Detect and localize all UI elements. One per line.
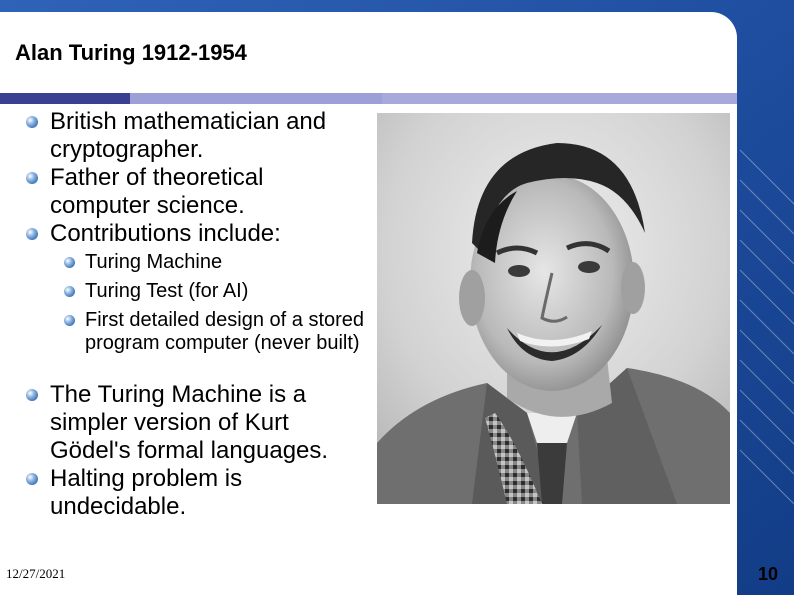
- bullet-item: Father of theoretical computer science.: [50, 164, 264, 219]
- bullet-dot-icon: [26, 473, 38, 485]
- bullet-item: The Turing Machine is a simpler version of Kurt Gödel's formal languages.: [50, 381, 329, 464]
- portrait-photo: [377, 113, 730, 504]
- bullet-dot-icon: [26, 116, 38, 128]
- bullet-item: British mathematician and cryptographer.: [50, 108, 327, 163]
- slide-title: Alan Turing 1912-1954: [15, 40, 247, 65]
- slide-date: 12/27/2021: [6, 566, 66, 581]
- bullet-item: Halting problem is undecidable.: [50, 465, 243, 520]
- bullet-item: Contributions include:: [50, 220, 281, 247]
- bullet-dot-icon: [26, 228, 38, 240]
- sub-bullet-dot-icon: [64, 257, 75, 268]
- sub-bullet-item: Turing Test (for AI): [85, 280, 249, 302]
- page-number: 10: [758, 564, 779, 584]
- sub-bullet-dot-icon: [64, 315, 75, 326]
- title-underline-mid: [130, 93, 382, 104]
- title-underline-dark: [0, 93, 130, 104]
- sub-bullet-item: Turing Machine: [85, 251, 223, 273]
- title-underline-light: [382, 93, 737, 104]
- bullet-dot-icon: [26, 172, 38, 184]
- bullet-dot-icon: [26, 389, 38, 401]
- sub-bullet-item: First detailed design of a stored program computer (never built): [85, 309, 365, 354]
- sub-bullet-dot-icon: [64, 286, 75, 297]
